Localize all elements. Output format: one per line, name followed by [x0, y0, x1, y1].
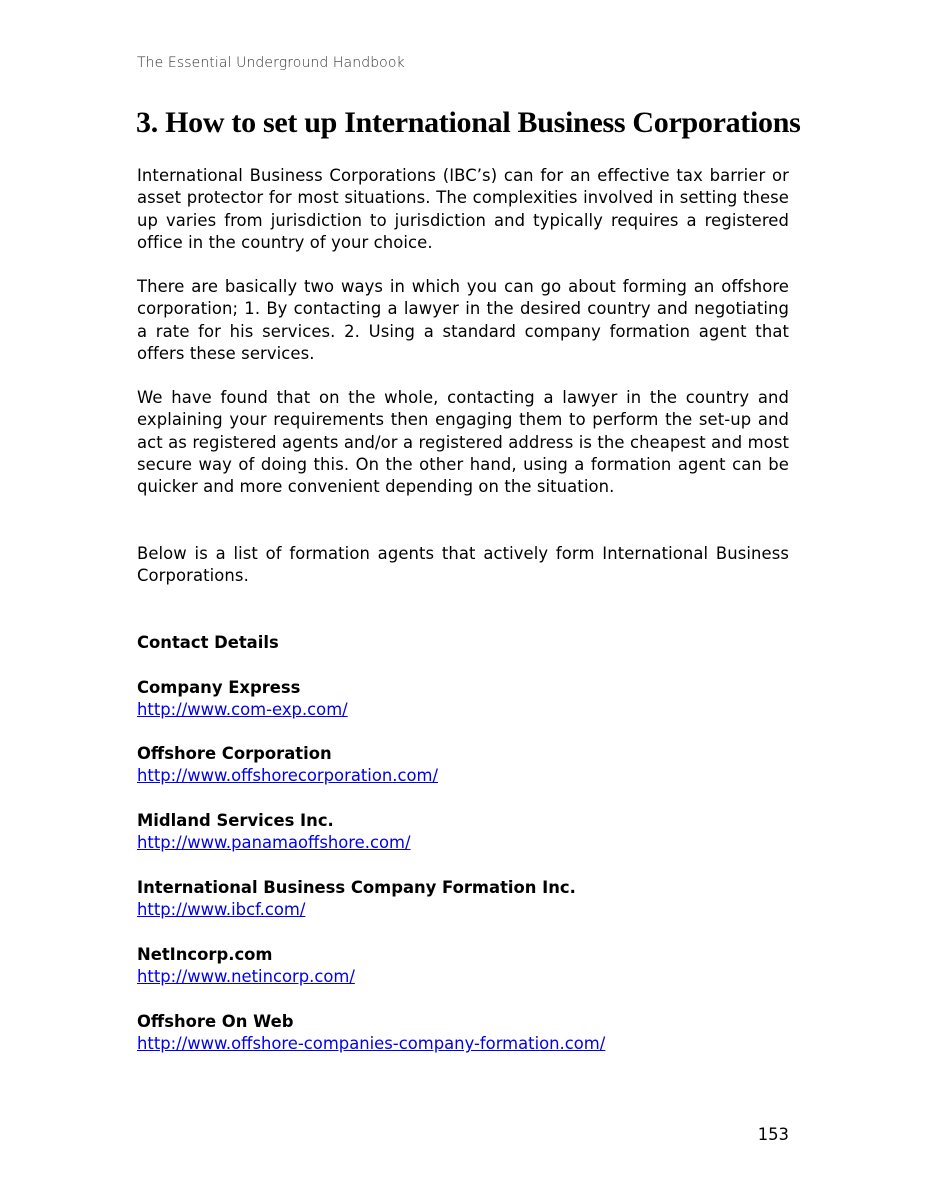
agent-name: Company Express — [137, 678, 301, 697]
contact-details-heading: Contact Details — [137, 633, 279, 652]
agent-name: NetIncorp.com — [137, 945, 273, 964]
agent-list-intro-paragraph: Below is a list of formation agents that actively form International Business Corporations. — [137, 544, 789, 586]
agent-entry — [137, 877, 837, 922]
agent-link[interactable]: http://www.com-exp.com/ — [137, 700, 348, 720]
agent-name: Offshore Corporation — [137, 744, 332, 763]
running-header: The Essential Underground Handbook — [137, 55, 405, 71]
page-number: 153 — [757, 1125, 789, 1144]
agent-link[interactable]: http://www.ibcf.com/ — [137, 900, 306, 920]
agent-entry — [137, 810, 837, 855]
intro-paragraph: International Business Corporations (IBC’s) can for an effective tax barrier or asset protector for most situations. The complexities involved in setting these up varies from jurisdiction to jurisdiction and typically requires a registered office in the country of your choice. — [137, 166, 789, 252]
agent-link[interactable]: http://www.panamaoffshore.com/ — [137, 833, 411, 853]
agent-entry — [137, 944, 837, 989]
agent-entry — [137, 677, 837, 722]
agent-name: Midland Services Inc. — [137, 811, 334, 830]
recommendation-paragraph: We have found that on the whole, contacting a lawyer in the country and explaining your requirements then engaging them to perform the set-up and act as registered agents and/or a registered address is the cheapest and most secure way of doing this. On the other hand, using a formation agent can be quicker and more convenient depending on the situation. — [137, 388, 789, 497]
agent-link[interactable]: http://www.netincorp.com/ — [137, 967, 355, 987]
chapter-title: 3. How to set up International Business Corporations — [136, 106, 801, 139]
agent-entry — [137, 1011, 837, 1056]
agent-link[interactable]: http://www.offshore-companies-company-formation.com/ — [137, 1034, 606, 1054]
formation-methods-paragraph: There are basically two ways in which you can go about forming an offshore corporation; 1. By contacting a lawyer in the desired country and negotiating a rate for his services. 2. Using a standard company formation agent that offers these services. — [137, 277, 789, 363]
agent-name: Offshore On Web — [137, 1012, 294, 1031]
agent-entry — [137, 743, 837, 788]
agent-name: International Business Company Formation Inc. — [137, 878, 576, 897]
agent-link[interactable]: http://www.offshorecorporation.com/ — [137, 766, 439, 786]
